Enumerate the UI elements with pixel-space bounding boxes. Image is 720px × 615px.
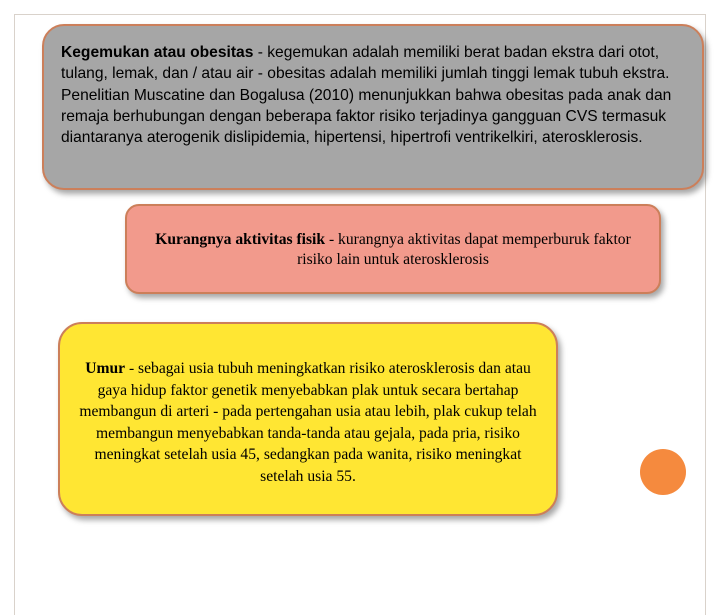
age-heading: Umur <box>85 360 126 377</box>
physical-activity-body: - kurangnya aktivitas dapat memperburuk faktor risiko lain untuk aterosklerosis <box>297 231 631 268</box>
age-body: - sebagai usia tubuh meningkatkan risiko aterosklerosis dan atau gaya hidup faktor genetik menyebabkan plak untuk secara bertahap membangun di arteri - pada pertengahan usia atau lebih, plak cukup telah membangun menyebabkan tanda-tanda atau gejala, pada pria, risiko meningkat setelah usia 45, sedangkan pada wanita, risiko meningkat setelah usia 55. <box>79 360 537 485</box>
physical-activity-heading: Kurangnya aktivitas fisik <box>155 231 326 248</box>
obesity-body: - kegemukan adalah memiliki berat badan ekstra dari otot, tulang, lemak, dan / atau air - obesitas adalah memiliki jumlah tinggi lemak tubuh ekstra. Penelitian Muscatine dan Bogalusa (2010) menunjukkan bahwa obesitas pada anak dan remaja berhubungan dengan beberapa faktor risiko terjadinya gangguan CVS termasuk diantaranya aterogenik dislipidemia, hipertensi, hipertrofi ventrikelkiri, aterosklerosis. <box>61 44 672 147</box>
obesity-heading: Kegemukan atau obesitas <box>61 44 254 61</box>
obesity-textbox <box>42 24 704 190</box>
orange-circle-decoration <box>640 449 686 495</box>
age-textbox <box>58 322 558 516</box>
physical-activity-textbox <box>125 204 661 294</box>
